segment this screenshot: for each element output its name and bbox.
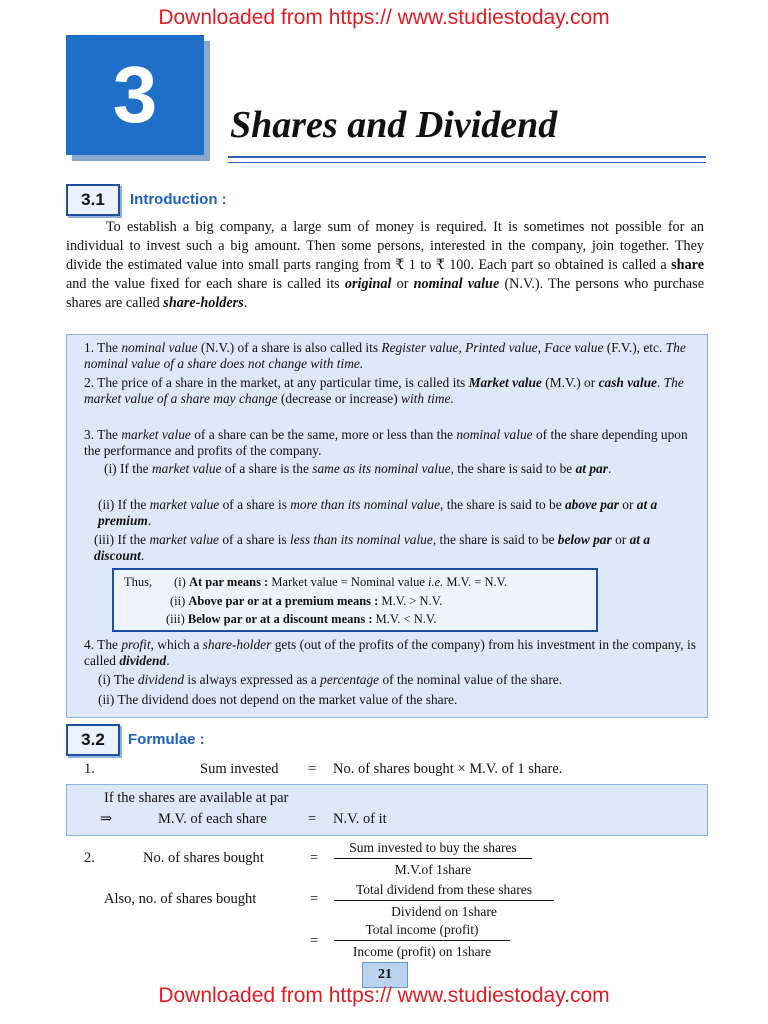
- numerator: Total dividend from these shares: [334, 882, 554, 901]
- list-item: (iii) If the market value of a share is less than its nominal value, the share is said to be below par or at a discount.: [94, 532, 651, 563]
- formula-rhs: N.V. of it: [333, 811, 387, 827]
- implies-arrow: ⇒: [100, 811, 113, 827]
- section-title: Introduction :: [130, 191, 227, 208]
- denominator: Dividend on 1share: [391, 904, 497, 919]
- list-item: (i) The dividend is always expressed as a percentage of the nominal value of the share.: [98, 672, 563, 687]
- formula-number: 2.: [84, 850, 95, 866]
- list-item: 2. The price of a share in the market, at any particular time, is called its Market value (M.V.) or cash value. The market value of a share may change (decrease or increase) with time.: [84, 375, 684, 406]
- section-number: 3.2: [66, 724, 120, 756]
- intro-paragraph: To establish a big company, a large sum of money is required. It is sometimes not possible for an individual to invest such a big amount. Then some persons, interested in the company, join together. They divide the estimated value into small parts ranging from ₹ 1 to ₹ 100. Each part so obtained is called a share and the value fixed for each share is called its original or nominal value (N.V.). The persons who purchase shares are called share-holders.: [66, 219, 704, 311]
- equals-sign: =: [308, 761, 317, 777]
- list-item: (ii) If the market value of a share is more than its nominal value, the share is said to be above par or at a premium.: [98, 497, 658, 528]
- section-number: 3.1: [66, 184, 120, 216]
- equals-sign: =: [310, 891, 319, 907]
- list-item: (i) If the market value of a share is the same as its nominal value, the share is said to be at par.: [104, 461, 612, 476]
- equals-sign: =: [310, 933, 319, 949]
- summary-row: (i) At par means : Market value = Nominal value i.e. M.V. = N.V.: [174, 575, 508, 589]
- denominator: Income (profit) on 1share: [352, 944, 492, 959]
- equals-sign: =: [310, 850, 319, 866]
- chapter-number: 3: [66, 35, 204, 155]
- formula-lhs: Sum invested: [200, 761, 279, 777]
- title-rule: [228, 156, 706, 158]
- section-title: Formulae :: [128, 731, 205, 748]
- page-number: 21: [362, 962, 408, 988]
- title-rule-thin: [228, 162, 706, 163]
- watermark-top: Downloaded from https:// www.studiestoday.com: [158, 6, 610, 29]
- formula-lhs: No. of shares bought: [143, 850, 264, 866]
- chapter-title: Shares and Dividend: [230, 104, 558, 146]
- numerator: Sum invested to buy the shares: [334, 840, 532, 859]
- fraction: [334, 840, 532, 878]
- summary-row: (iii) Below par or at a discount means : M.V. < N.V.: [166, 612, 437, 626]
- list-item: 4. The profit, which a share-holder gets (out of the profits of the company) from his investment in the company, is called dividend.: [84, 637, 696, 668]
- thus-label: Thus,: [124, 575, 153, 589]
- equals-sign: =: [308, 811, 317, 827]
- numerator: Total income (profit): [334, 922, 510, 941]
- formula-lhs: Also, no. of shares bought: [104, 891, 257, 907]
- list-item: 3. The market value of a share can be the same, more or less than the nominal value of the share depending upon the performance and profits of the company.: [84, 427, 688, 458]
- formula-number: 1.: [84, 761, 95, 777]
- summary-row: (ii) Above par or at a premium means : M.V. > N.V.: [170, 594, 443, 608]
- par-condition: If the shares are available at par: [104, 790, 289, 806]
- list-item: (ii) The dividend does not depend on the market value of the share.: [98, 692, 458, 707]
- formula-rhs: No. of shares bought × M.V. of 1 share.: [333, 761, 563, 777]
- fraction: [334, 882, 554, 920]
- formula-lhs: M.V. of each share: [158, 811, 267, 827]
- fraction: [334, 922, 510, 960]
- watermark-bottom: Downloaded from https:// www.studiestoday.com: [158, 984, 610, 1007]
- denominator: M.V.of 1share: [394, 862, 472, 877]
- list-item: 1. The nominal value (N.V.) of a share is also called its Register value, Printed value, Face value (F.V.), etc. The nominal value of a share does not change with time.: [84, 340, 686, 371]
